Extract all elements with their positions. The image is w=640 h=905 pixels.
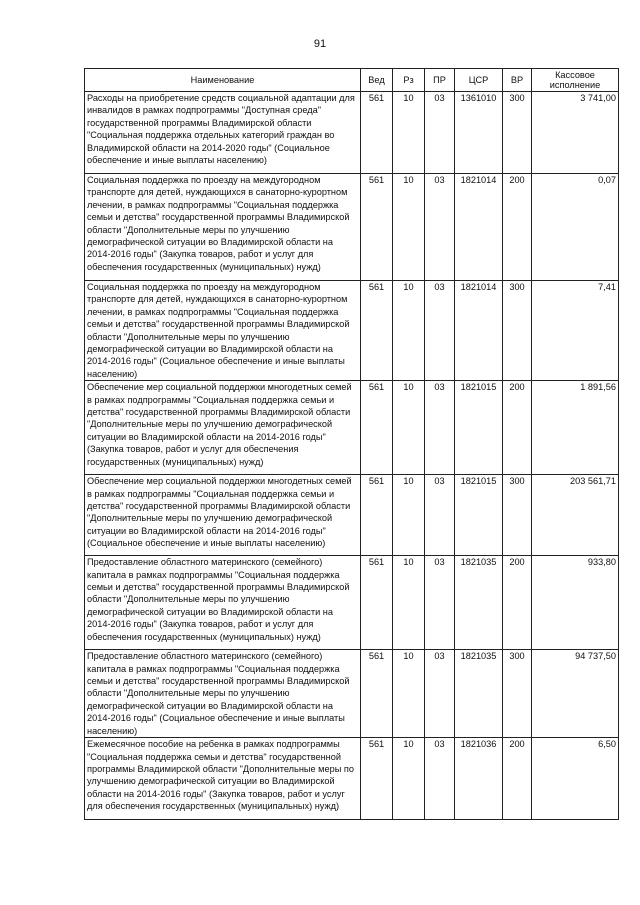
cell-vr: 200 — [503, 381, 532, 475]
cell-sum: 933,80 — [532, 556, 619, 650]
table-row — [85, 92, 619, 174]
cell-pr: 03 — [425, 381, 455, 475]
header-pr: ПР — [425, 69, 455, 92]
header-sum: Кассовое исполнение — [532, 69, 619, 92]
cell-ved: 561 — [361, 650, 393, 738]
cell-ved: 561 — [361, 174, 393, 281]
header-ved: Вед — [361, 69, 393, 92]
cell-rz: 10 — [393, 92, 425, 174]
cell-ved: 561 — [361, 738, 393, 820]
cell-pr: 03 — [425, 475, 455, 556]
cell-rz: 10 — [393, 556, 425, 650]
table-row — [85, 738, 619, 820]
cell-csr: 1821014 — [455, 281, 503, 381]
cell-rz: 10 — [393, 650, 425, 738]
cell-csr: 1821035 — [455, 650, 503, 738]
header-vr: ВР — [503, 69, 532, 92]
table-row — [85, 281, 619, 381]
cell-name: Ежемесячное пособие на ребенка в рамках подпрограммы "Социальная поддержка семьи и детства" государственной программы Владимирской области "Дополнительные меры по улучшению демографической ситуации во Владимирской области на 2014-2016 годы" (Закупка товаров, работ и услуг для обеспечения государственных (муниципальных) нужд) — [85, 738, 361, 820]
cell-name: Предоставление областного материнского (семейного) капитала в рамках подпрограммы "Социальная поддержка семьи и детства" государственной программы Владимирской области "Дополнительные меры по улучшению демографической ситуации во Владимирской области на 2014-2016 годы" (Социальное обеспечение и иные выплаты населению) — [85, 650, 361, 738]
cell-sum: 0,07 — [532, 174, 619, 281]
cell-csr: 1821015 — [455, 381, 503, 475]
budget-table — [84, 68, 619, 820]
cell-csr: 1821015 — [455, 475, 503, 556]
cell-vr: 300 — [503, 650, 532, 738]
cell-sum: 203 561,71 — [532, 475, 619, 556]
cell-name: Расходы на приобретение средств социальной адаптации для инвалидов в рамках подпрограммы "Доступная среда" государственной программы Владимирской области "Социальная поддержка отдельных категорий граждан во Владимирской области на 2014-2020 годы" (Социальное обеспечение и иные выплаты населению) — [85, 92, 361, 174]
cell-ved: 561 — [361, 92, 393, 174]
cell-vr: 200 — [503, 556, 532, 650]
cell-sum: 1 891,56 — [532, 381, 619, 475]
cell-rz: 10 — [393, 174, 425, 281]
header-rz: Рз — [393, 69, 425, 92]
table-row — [85, 475, 619, 556]
table-row — [85, 381, 619, 475]
cell-csr: 1361010 — [455, 92, 503, 174]
cell-name: Обеспечение мер социальной поддержки многодетных семей в рамках подпрограммы "Социальная поддержка семьи и детства" государственной программы Владимирской области "Дополнительные меры по улучшению демографической ситуации во Владимирской области на 2014-2016 годы" (Социальное обеспечение и иные выплаты населению) — [85, 475, 361, 556]
table-row — [85, 174, 619, 281]
cell-ved: 561 — [361, 381, 393, 475]
cell-rz: 10 — [393, 381, 425, 475]
cell-csr: 1821014 — [455, 174, 503, 281]
cell-sum: 7,41 — [532, 281, 619, 381]
cell-pr: 03 — [425, 174, 455, 281]
cell-pr: 03 — [425, 556, 455, 650]
cell-pr: 03 — [425, 738, 455, 820]
page-number: 91 — [313, 38, 327, 50]
cell-name: Социальная поддержка по проезду на междугородном транспорте для детей, нуждающихся в санаторно-курортном лечении, в рамках подпрограммы "Социальная поддержка семьи и детства" государственной программы Владимирской области "Дополнительные меры по улучшению демографической ситуации во Владимирской области на 2014-2016 годы" (Закупка товаров, работ и услуг для обеспечения государственных (муниципальных) нужд) — [85, 174, 361, 281]
cell-rz: 10 — [393, 738, 425, 820]
cell-vr: 300 — [503, 281, 532, 381]
cell-vr: 300 — [503, 92, 532, 174]
cell-ved: 561 — [361, 475, 393, 556]
cell-ved: 561 — [361, 556, 393, 650]
cell-name: Предоставление областного материнского (семейного) капитала в рамках подпрограммы "Социальная поддержка семьи и детства" государственной программы Владимирской области "Дополнительные меры по улучшению демографической ситуации во Владимирской области на 2014-2016 годы" (Закупка товаров, работ и услуг для обеспечения государственных (муниципальных) нужд) — [85, 556, 361, 650]
cell-ved: 561 — [361, 281, 393, 381]
cell-name: Обеспечение мер социальной поддержки многодетных семей в рамках подпрограммы "Социальная поддержка семьи и детства" государственной программы Владимирской области "Дополнительные меры по улучшению демографической ситуации во Владимирской области на 2014-2016 годы" (Закупка товаров, работ и услуг для обеспечения государственных (муниципальных) нужд) — [85, 381, 361, 475]
cell-vr: 200 — [503, 174, 532, 281]
cell-sum: 3 741,00 — [532, 92, 619, 174]
cell-name: Социальная поддержка по проезду на междугородном транспорте для детей, нуждающихся в санаторно-курортном лечении, в рамках подпрограммы "Социальная поддержка семьи и детства" государственной программы Владимирской области "Дополнительные меры по улучшению демографической ситуации во Владимирской области на 2014-2016 годы" (Социальное обеспечение и иные выплаты населению) — [85, 281, 361, 381]
table-row — [85, 650, 619, 738]
table-header-row — [85, 69, 619, 92]
cell-pr: 03 — [425, 650, 455, 738]
cell-pr: 03 — [425, 281, 455, 381]
header-csr: ЦСР — [455, 69, 503, 92]
cell-vr: 300 — [503, 475, 532, 556]
cell-rz: 10 — [393, 475, 425, 556]
header-name: Наименование — [85, 69, 361, 92]
cell-sum: 6,50 — [532, 738, 619, 820]
cell-csr: 1821036 — [455, 738, 503, 820]
cell-vr: 200 — [503, 738, 532, 820]
cell-sum: 94 737,50 — [532, 650, 619, 738]
table-row — [85, 556, 619, 650]
cell-csr: 1821035 — [455, 556, 503, 650]
cell-rz: 10 — [393, 281, 425, 381]
cell-pr: 03 — [425, 92, 455, 174]
